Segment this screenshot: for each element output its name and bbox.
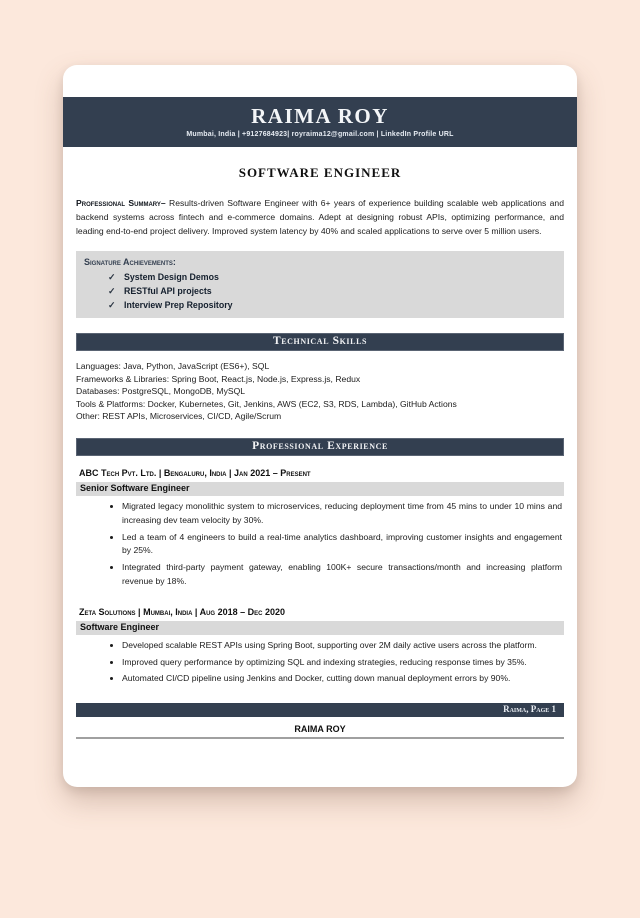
job-title: Software Engineer — [76, 621, 564, 635]
list-item: • Developed scalable REST APIs using Spring Boot, supporting over 2M daily active users across the platform. — [122, 639, 564, 653]
summary-text: Results-driven Software Engineer with 6+ years of experience building scalable web applications and backend systems across fintech and e-commerce domains. Adept at designing robust APIs, optimizing performance, and leading end-to-end project delivery. Improved system latency by 40% and scaled applications to serve over 5 million users. — [76, 198, 564, 236]
list-item: ✓ RESTful API projects — [108, 286, 212, 296]
company-line: ABC Tech Pvt. Ltd. | Bengaluru, India | Jan 2021 – Present — [79, 467, 311, 478]
resume-document — [63, 65, 577, 787]
job-entry-zeta-solutions — [76, 606, 564, 686]
summary-label: Professional Summary– — [76, 198, 166, 208]
footer-name: RAIMA ROY — [294, 724, 346, 735]
job-title: Senior Software Engineer — [76, 482, 564, 496]
resume-title: SOFTWARE ENGINEER — [238, 165, 402, 180]
list-item: • Integrated third-party payment gateway, enabling 100K+ secure transactions/month and increasing platform revenue by 18%. — [122, 561, 564, 589]
list-item: • Improved query performance by optimizing SQL and indexing strategies, reducing response times by 35%. — [122, 656, 564, 670]
job-entry-abc-tech — [76, 467, 564, 589]
header-banner — [63, 97, 577, 147]
section-header-professional-experience: Professional Experience — [76, 438, 564, 456]
footer-divider — [76, 737, 564, 739]
contact-line: Mumbai, India | +9127684923| royraima12@gmail.com | LinkedIn Profile URL — [186, 131, 454, 138]
professional-summary — [76, 196, 564, 238]
achievements-list — [84, 270, 556, 312]
skills-line-other: Other: REST APIs, Microservices, CI/CD, Agile/Scrum — [76, 411, 282, 422]
candidate-name: RAIMA ROY — [251, 104, 389, 128]
list-item: ✓ Interview Prep Repository — [108, 300, 233, 310]
section-header-technical-skills: Technical Skills — [76, 333, 564, 351]
checkmark-icon: ✓ — [108, 286, 116, 296]
skills-line-tools: Tools & Platforms: Docker, Kubernetes, Git, Jenkins, AWS (EC2, S3, RDS, Lambda), GitHub Actions — [76, 398, 457, 409]
checkmark-icon: ✓ — [108, 272, 116, 282]
company-line: Zeta Solutions | Mumbai, India | Aug 2018 – Dec 2020 — [79, 606, 285, 617]
list-item: • Automated CI/CD pipeline using Jenkins and Docker, cutting down manual deployment errors by 90%. — [122, 672, 564, 686]
skills-line-languages: Languages: Java, Python, JavaScript (ES6+), SQL — [76, 361, 270, 371]
skills-line-databases: Databases: PostgreSQL, MongoDB, MySQL — [76, 386, 246, 397]
resume-body — [63, 165, 577, 739]
job-bullet-list — [76, 639, 564, 686]
signature-achievements-box — [76, 251, 564, 318]
footer-page-banner: Raima, Page 1 — [76, 703, 564, 717]
list-item: • Migrated legacy monolithic system to microservices, reducing deployment time from 45 mins to under 10 mins and increasing dev team velocity by 30%. — [122, 500, 564, 528]
page-background — [0, 65, 640, 918]
skills-line-frameworks: Frameworks & Libraries: Spring Boot, React.js, Node.js, Express.js, Redux — [76, 373, 361, 384]
achievements-label: Signature Achievements: — [84, 257, 176, 267]
skills-list — [76, 360, 564, 423]
list-item: • Led a team of 4 engineers to build a real-time analytics dashboard, improving customer insights and engagement by 25%. — [122, 531, 564, 559]
list-item: ✓ System Design Demos — [108, 272, 219, 282]
checkmark-icon: ✓ — [108, 300, 116, 310]
job-bullet-list — [76, 500, 564, 589]
